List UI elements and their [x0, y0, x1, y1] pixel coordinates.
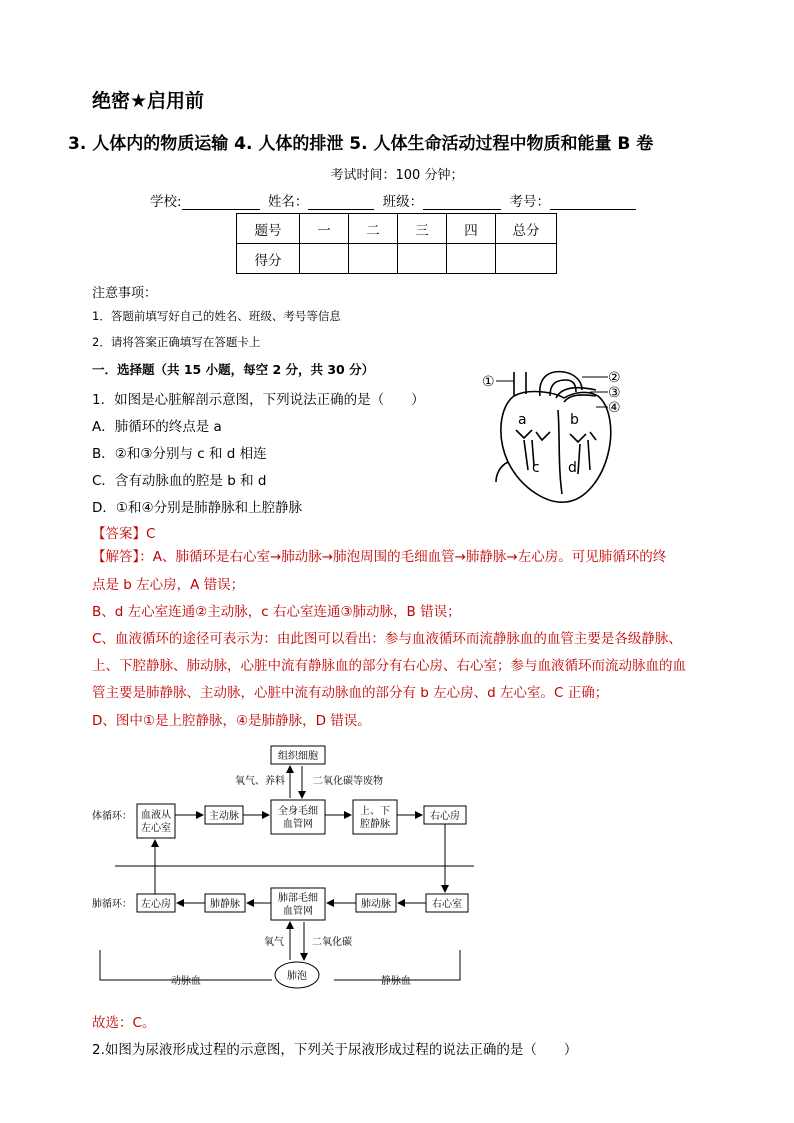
flow-vena-cava: 腔静脉 [360, 819, 390, 830]
notice-item: 2．请将答案正确填写在答题卡上 [92, 335, 261, 349]
number-label: 考号： [509, 194, 550, 210]
answer-label: 【答案】 [92, 526, 146, 542]
option-c: C．含有动脉血的腔是 b 和 d [92, 473, 267, 489]
analysis-text: ：A、肺循环是右心室→肺动脉→肺泡周围的毛细血管→肺静脉→左心房。可见肺循环的终 [139, 549, 667, 565]
flow-venous: 静脉血 [381, 976, 411, 987]
flow-tissue: 组织细胞 [278, 751, 318, 762]
heart-label-b: b [570, 412, 579, 428]
option-a: A．肺循环的终点是 a [92, 419, 222, 435]
flow-pv: 肺静脉 [210, 899, 240, 910]
score-cell[interactable] [496, 244, 557, 274]
flow-systemic-label: 体循环： [92, 811, 132, 822]
flow-co2: 二氧化碳 [312, 937, 352, 948]
heart-label-c: c [532, 460, 540, 476]
flow-vena-cava: 上、下 [360, 806, 390, 817]
heart-label-a: a [518, 412, 527, 428]
score-cell[interactable] [447, 244, 496, 274]
heart-label-d: d [568, 460, 577, 476]
table-cell: 总分 [496, 214, 557, 244]
flow-lung-capillary: 肺部毛细 [278, 893, 318, 904]
flow-rv: 右心室 [432, 899, 462, 910]
heart-label-4: ④ [608, 400, 621, 416]
answer-value: C [146, 526, 156, 542]
table-row [237, 214, 557, 244]
table-cell: 三 [398, 214, 447, 244]
option-d: D．①和④分别是肺静脉和上腔静脉 [92, 500, 303, 516]
flow-alveoli: 肺泡 [287, 971, 307, 982]
heart-label-2: ② [608, 370, 621, 386]
heart-diagram [478, 366, 638, 508]
exam-time: 考试时间：100 分钟； [330, 168, 464, 183]
flow-body-capillary: 血管网 [283, 819, 313, 830]
page-title: 3. 人体内的物质运输 4. 人体的排泄 5. 人体生命活动过程中物质和能量 B 卷 [68, 134, 654, 154]
table-cell: 得分 [237, 244, 300, 274]
flow-co2-waste: 二氧化碳等废物 [313, 776, 383, 787]
score-cell[interactable] [349, 244, 398, 274]
circulation-diagram [88, 742, 480, 992]
heart-label-1: ① [482, 374, 495, 390]
school-label: 学校: [150, 194, 182, 210]
analysis-line: B、d 左心室连通②主动脉，c 右心室连通③肺动脉，B 错误； [92, 604, 461, 620]
analysis-label: 【解答】 [92, 549, 140, 565]
name-label: 姓名： [267, 194, 309, 210]
flow-lv: 血液从 [141, 810, 171, 821]
analysis-line: 上、下腔静脉、肺动脉，心脏中流有静脉血的部分有右心房、右心室；参与血液循环而流动脉血的血 [92, 658, 686, 674]
number-field[interactable] [550, 195, 636, 210]
question-1-stem: 1．如图是心脏解剖示意图，下列说法正确的是（ ） [92, 392, 425, 408]
flow-pulmonary-label: 肺循环： [92, 899, 132, 910]
analysis-line [92, 544, 722, 570]
flow-lv: 左心室 [141, 823, 171, 834]
analysis-line: C、血液循环的途径可表示为：由此图可以看出：参与血液循环而流静脉血的血管主要是各级静脉、 [92, 631, 682, 647]
name-field[interactable] [308, 195, 374, 210]
score-table [236, 213, 557, 274]
table-cell: 四 [447, 214, 496, 244]
analysis-line: 点是 b 左心房，A 错误； [92, 577, 245, 593]
flow-ra: 右心房 [430, 811, 460, 822]
school-field[interactable] [182, 195, 260, 210]
analysis-line: D、图中①是上腔静脉，④是肺静脉，D 错误。 [92, 713, 371, 729]
option-b: B．②和③分别与 c 和 d 相连 [92, 446, 267, 462]
notice-heading: 注意事项： [92, 286, 158, 301]
score-cell[interactable] [300, 244, 349, 274]
flow-pa: 肺动脉 [361, 899, 391, 910]
class-label: 班级： [382, 194, 424, 210]
table-cell: 题号 [237, 214, 300, 244]
score-cell[interactable] [398, 244, 447, 274]
flow-o2-nutrient: 氧气、养料 [235, 776, 285, 787]
flow-lung-capillary: 血管网 [283, 906, 313, 917]
answer-line [92, 522, 155, 542]
secret-label: 绝密★启用前 [92, 90, 205, 112]
conclusion: 故选：C。 [92, 1015, 156, 1031]
flow-arterial: 动脉血 [171, 976, 201, 987]
table-cell: 一 [300, 214, 349, 244]
table-cell: 二 [349, 214, 398, 244]
heart-label-3: ③ [608, 385, 621, 401]
flow-body-capillary: 全身毛细 [278, 806, 318, 817]
student-info [150, 190, 640, 210]
table-row [237, 244, 557, 274]
analysis-line: 管主要是肺静脉、主动脉，心脏中流有动脉血的部分有 b 左心房、d 左心室。C 正确； [92, 685, 609, 701]
class-field[interactable] [423, 195, 501, 210]
question-2-stem: 2.如图为尿液形成过程的示意图，下列关于尿液形成过程的说法正确的是（ ） [92, 1042, 578, 1058]
flow-la: 左心房 [141, 899, 171, 910]
flow-o2: 氧气 [264, 937, 284, 948]
flow-aorta: 主动脉 [209, 811, 239, 822]
section-heading: 一．选择题（共 15 小题，每空 2 分，共 30 分） [92, 362, 375, 377]
notice-item: 1．答题前填写好自己的姓名、班级、考号等信息 [92, 309, 341, 323]
